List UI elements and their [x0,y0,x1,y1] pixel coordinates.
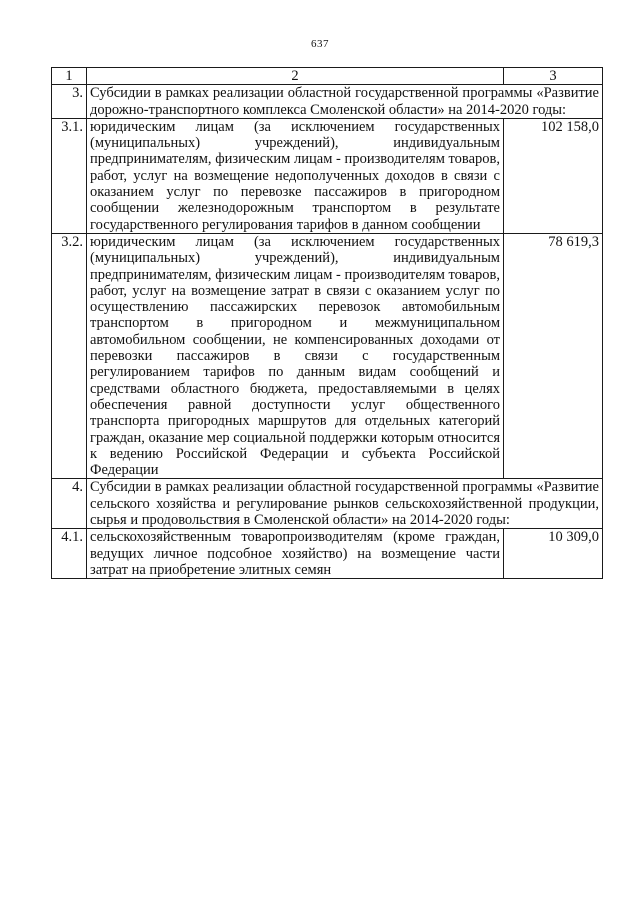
table-row-section-3 [52,85,603,119]
table-row-3-2 [52,233,603,478]
row-number: 3. [52,85,87,119]
table-row-3-1 [52,118,603,233]
row-description: Субсидии в рамках реализации областной государственной программы «Развитие дорожно-транспортного комплекса Смоленской области» на 2014-2020 годы: [87,85,603,119]
row-description: юридическим лицам (за исключением государственных (муниципальных) учреждений), индивидуальным предпринимателям, физическим лицам - производителям товаров, работ, услуг на возмещение недополученных доходов в связи с оказанием услуг по перевозке пассажиров в пригородном сообщении железнодорожным транспортом в результате государственного регулирования тарифов в данном сообщении [87,118,504,233]
row-number: 3.2. [52,233,87,478]
row-description: сельскохозяйственным товаропроизводителям (кроме граждан, ведущих личное подсобное хозяйство) на возмещение части затрат на приобретение элитных семян [87,529,504,579]
table-row-section-4 [52,479,603,529]
row-description: Субсидии в рамках реализации областной государственной программы «Развитие сельского хозяйства и регулирование рынков сельскохозяйственной продукции, сырья и продовольствия в Смоленской области» на 2014-2020 годы: [87,479,603,529]
row-number: 4.1. [52,529,87,579]
subsidies-table [51,67,603,579]
table-header-row [52,68,603,85]
row-description: юридическим лицам (за исключением государственных (муниципальных) учреждений), индивидуальным предпринимателям, физическим лицам - производителям товаров, работ, услуг на возмещение затрат в связи с оказанием услуг по осуществлению пассажирских перевозок автомобильным транспортом в пригородном и межмуниципальном автомобильном сообщении, не компенсированных доходами от перевозки пассажиров в связи с государственным регулированием тарифов по данным видам сообщений и средствами областного бюджета, предоставляемыми в целях обеспечения равной доступности услуг общественного транспорта пригородных маршрутов для отдельных категорий граждан, оказание мер социальной поддержки которым относится к ведению Российской Федерации и субъекта Российской Федерации [87,233,504,478]
row-amount: 102 158,0 [504,118,603,233]
page-number: 637 [311,38,329,50]
header-col-3: 3 [504,68,603,85]
row-amount: 78 619,3 [504,233,603,478]
header-col-1: 1 [52,68,87,85]
row-number: 4. [52,479,87,529]
row-amount: 10 309,0 [504,529,603,579]
header-col-2: 2 [87,68,504,85]
table-row-4-1 [52,529,603,579]
row-number: 3.1. [52,118,87,233]
